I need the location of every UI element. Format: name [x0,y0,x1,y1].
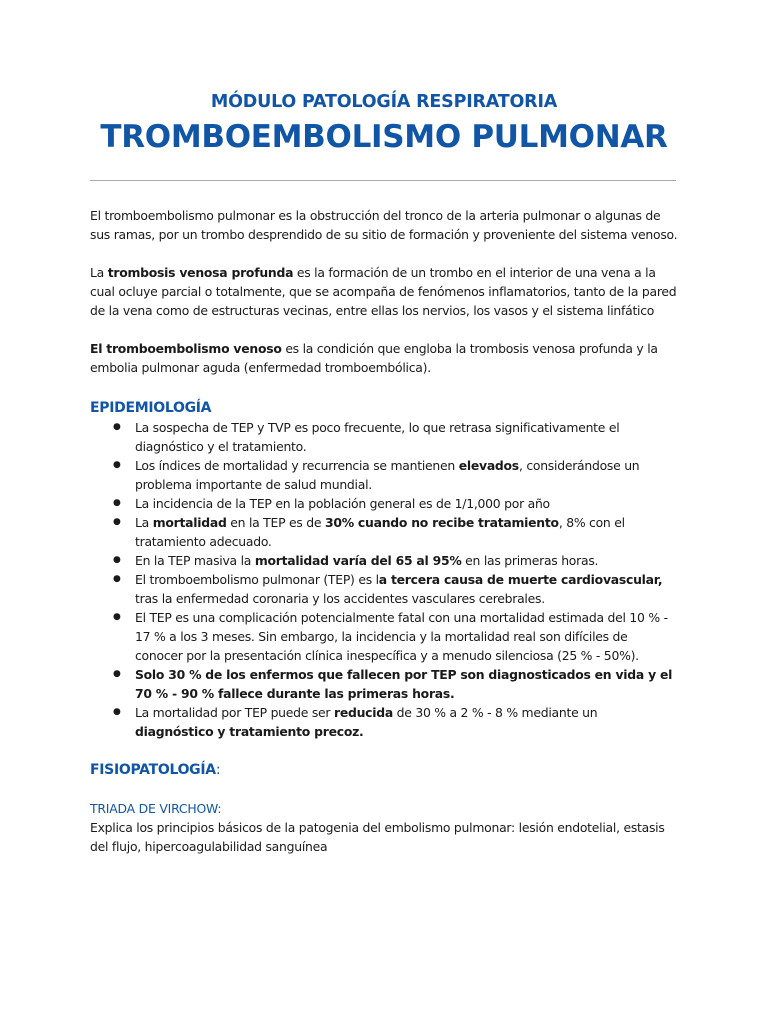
intro-paragraph-1: El tromboembolismo pulmonar es la obstrucción del tronco de la arteria pulmonar o algunas de sus ramas, por un trombo desprendido de su sitio de formación y proveniente del sistema venoso. [90,208,678,242]
section-heading-fisiopatologia [90,761,678,780]
section-heading-epidemiologia: EPIDEMIOLOGÍA [90,400,212,416]
title-divider [90,180,676,181]
intro-paragraph-3 [90,339,678,377]
list-item: ● Los índices de mortalidad y recurrencia se mantienen elevados, considerándose un problema importante de salud mundial. [90,456,678,494]
list-item: ● Solo 30 % de los enfermos que fallecen por TEP son diagnosticados en vida y el 70 % - 90 % fallece durante las primeras horas. [90,665,678,703]
module-subtitle: MÓDULO PATOLOGÍA RESPIRATORIA [210,92,558,112]
bold-term: El tromboembolismo venoso [90,341,282,356]
epidemiologia-list [90,418,678,741]
list-item: ● La sospecha de TEP y TVP es poco frecuente, lo que retrasa significativamente el diagnóstico y el tratamiento. [90,418,678,456]
subheading-triada-virchow: TRIADA DE VIRCHOW: [90,801,222,816]
text-run: es la formación de un trombo en el interior de una vena a la cual ocluye parcial o totalmente, que se acompaña de fenómenos inflamatorios, tanto de la pared de la vena como de estructuras vecinas, entre ellas los nervios, los vasos y el sistema linfático [90,265,677,318]
list-item: ● La mortalidad por TEP puede ser reducida de 30 % a 2 % - 8 % mediante un diagnóstico y tratamiento precoz. [90,703,678,741]
list-item: ● La mortalidad en la TEP es de 30% cuando no recibe tratamiento, 8% con el tratamiento adecuado. [90,513,678,551]
list-item: ● El TEP es una complicación potencialmente fatal con una mortalidad estimada del 10 % - 17 % a los 3 meses. Sin embargo, la incidencia y la mortalidad real son difíciles de conocer por la presentación clínica inespecífica y a menudo silenciosa (25 % - 50%). [90,608,678,665]
page-title: TROMBOEMBOLISMO PULMONAR [100,119,668,155]
list-item: ● La incidencia de la TEP en la población general es de 1/1,000 por año [90,494,678,513]
heading-punct: : [215,762,221,778]
list-item: ● En la TEP masiva la mortalidad varía del 65 al 95% en las primeras horas. [90,551,678,570]
list-item: ● El tromboembolismo pulmonar (TEP) es la tercera causa de muerte cardiovascular, tras la enfermedad coronaria y los accidentes vasculares cerebrales. [90,570,678,608]
text-run: es la condición que engloba la trombosis venosa profunda y la embolia pulmonar aguda (enfermedad tromboembólica). [90,341,658,375]
bold-term: trombosis venosa profunda [107,265,294,280]
heading-text: FISIOPATOLOGÍA [90,762,216,778]
intro-paragraph-2 [90,263,678,320]
document-body [90,206,678,856]
text-run: La [90,265,108,280]
fisiopatologia-paragraph: Explica los principios básicos de la patogenia del embolismo pulmonar: lesión endotelial, estasis del flujo, hipercoagulabilidad sanguínea [90,820,665,854]
